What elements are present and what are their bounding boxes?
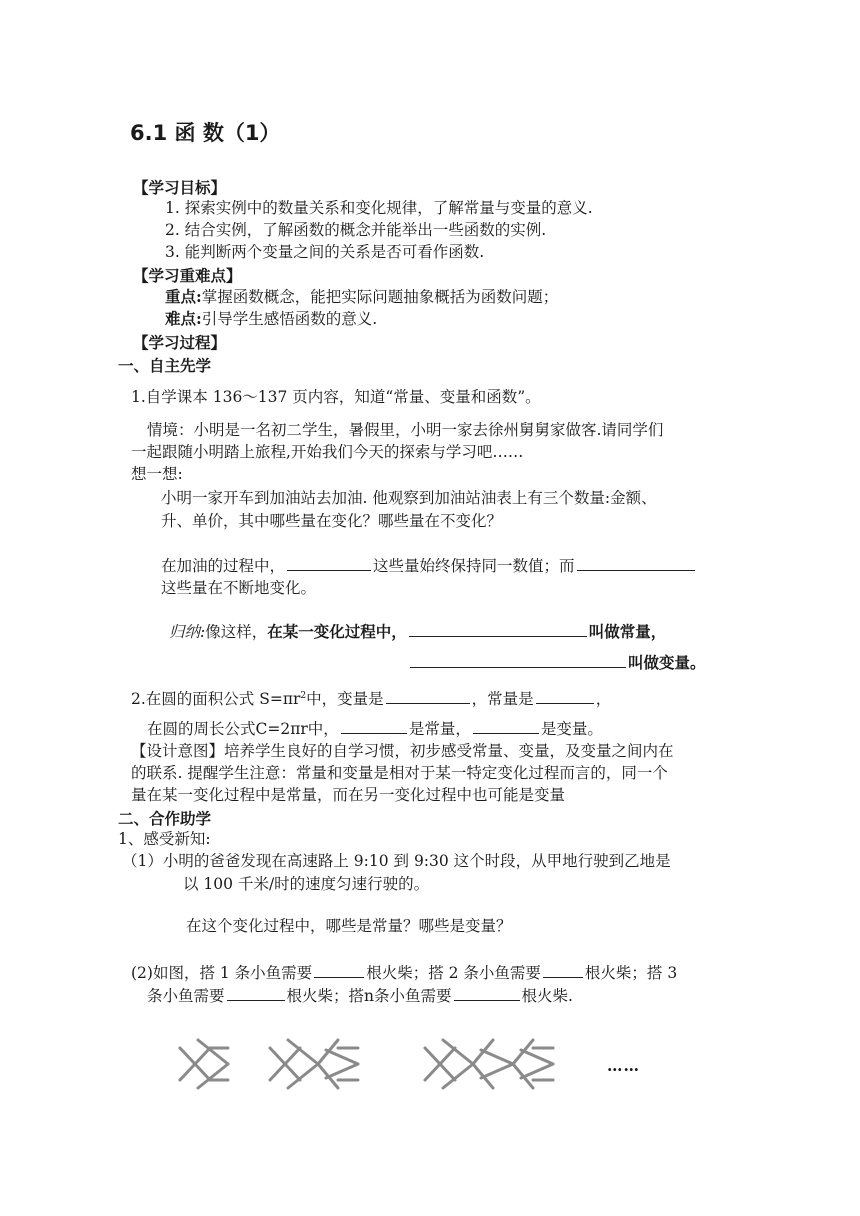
figure-ellipsis: …… (607, 1056, 640, 1075)
example-1-question: 在这个变化过程中，哪些是常量？哪些是变量？ (186, 917, 512, 935)
blank-field[interactable] (314, 962, 364, 978)
example-1-line: （1）小明的爸爸发现在高速路上 9:10 到 9:30 这个时段，从甲地行驶到乙地是 (122, 852, 671, 870)
key-label: 重点: (165, 287, 202, 306)
keypoints-heading: 【学习重难点】 (133, 266, 242, 285)
fish-group-2 (270, 1040, 358, 1088)
matchstick-fish-figure (170, 1030, 610, 1098)
key-text: 掌握函数概念，能把实际问题抽象概括为函数问题； (201, 288, 559, 306)
difficulty-text: 引导学生感悟函数的意义. (201, 310, 378, 328)
design-line: 【设计意图】培养学生良好的自学习惯，初步感受常量、变量，及变量之间内在 (131, 742, 674, 760)
summary-line: 归纳:像这样，在某一变化过程中， 叫做常量， (169, 622, 667, 641)
blank-field[interactable] (536, 688, 594, 704)
difficulty-label: 难点: (165, 309, 202, 328)
blank-field[interactable] (454, 985, 520, 1001)
process-heading: 【学习过程】 (133, 333, 227, 352)
key-point-line (165, 287, 558, 307)
think-line: 小明一家开车到加油站去加油. 他观察到加油站油表上有三个数量:金额、 (161, 489, 657, 507)
blank-field[interactable] (287, 555, 371, 571)
summary-line-2: 叫做变量。 (408, 652, 706, 673)
part2-heading: 二、合作助学 (118, 809, 212, 828)
blank-field[interactable] (410, 652, 626, 668)
blank-field[interactable] (409, 621, 587, 637)
goal-item: 2. 结合实例，了解函数的概念并能举出一些函数的实例. (165, 221, 547, 239)
blank-field[interactable] (386, 688, 470, 704)
blank-field[interactable] (543, 962, 583, 978)
fill-line-end: 这些量在不断地变化。 (161, 579, 317, 597)
think-line: 升、单价，其中哪些量在变化？哪些量在不变化？ (161, 512, 503, 530)
design-line: 量在某一变化过程中是常量，而在另一变化过程中也可能是变量 (131, 786, 566, 804)
design-line: 的联系. 提醒学生注意：常量和变量是相对于某一特定变化过程而言的，同一个 (131, 764, 668, 782)
part1-heading: 一、自主先学 (118, 356, 212, 375)
summary-label: 归纳: (169, 623, 206, 641)
fish-group-1 (180, 1040, 228, 1088)
subsection-title: 1、感受新知: (118, 830, 211, 848)
scenario-line: 一起跟随小明踏上旅程,开始我们今天的探索与学习吧…… (131, 443, 524, 461)
difficulty-line (165, 309, 377, 329)
blank-field[interactable] (473, 718, 539, 734)
scenario-line: 情境：小明是一名初二学生，暑假里，小明一家去徐州舅舅家做客.请同学们 (147, 421, 664, 439)
example-2-line: 条小鱼需要 根火柴；搭n条小鱼需要 根火柴. (147, 987, 573, 1005)
question-2: 2.在圆的面积公式 $S=\pi r^2$中，变量是 ，常量是 ， (131, 690, 612, 709)
question-1: 1.自学课本 136～137 页内容，知道“常量、变量和函数”。 (131, 388, 541, 406)
fish-group-3 (425, 1040, 553, 1088)
blank-field[interactable] (341, 718, 407, 734)
goal-item: 1. 探索实例中的数量关系和变化规律，了解常量与变量的意义. (165, 199, 593, 217)
example-1-line: 以 100 千米/时的速度匀速行驶的。 (183, 875, 430, 893)
blank-field[interactable] (577, 555, 695, 571)
goal-item: 3. 能判断两个变量之间的关系是否可看作函数. (165, 243, 485, 261)
question-3: 在圆的周长公式C=2πr中， 是常量， 是变量。 (147, 720, 603, 738)
example-2-line: (2)如图，搭 1 条小鱼需要 根火柴；搭 2 条小鱼需要 根火柴；搭 3 (131, 964, 678, 982)
blank-field[interactable] (227, 985, 285, 1001)
page-title: 6.1 函 数（1） (130, 121, 281, 145)
fill-line: 在加油的过程中， 这些量始终保持同一数值；而 (161, 555, 697, 576)
goals-heading: 【学习目标】 (133, 178, 227, 197)
think-label: 想一想: (131, 465, 183, 483)
